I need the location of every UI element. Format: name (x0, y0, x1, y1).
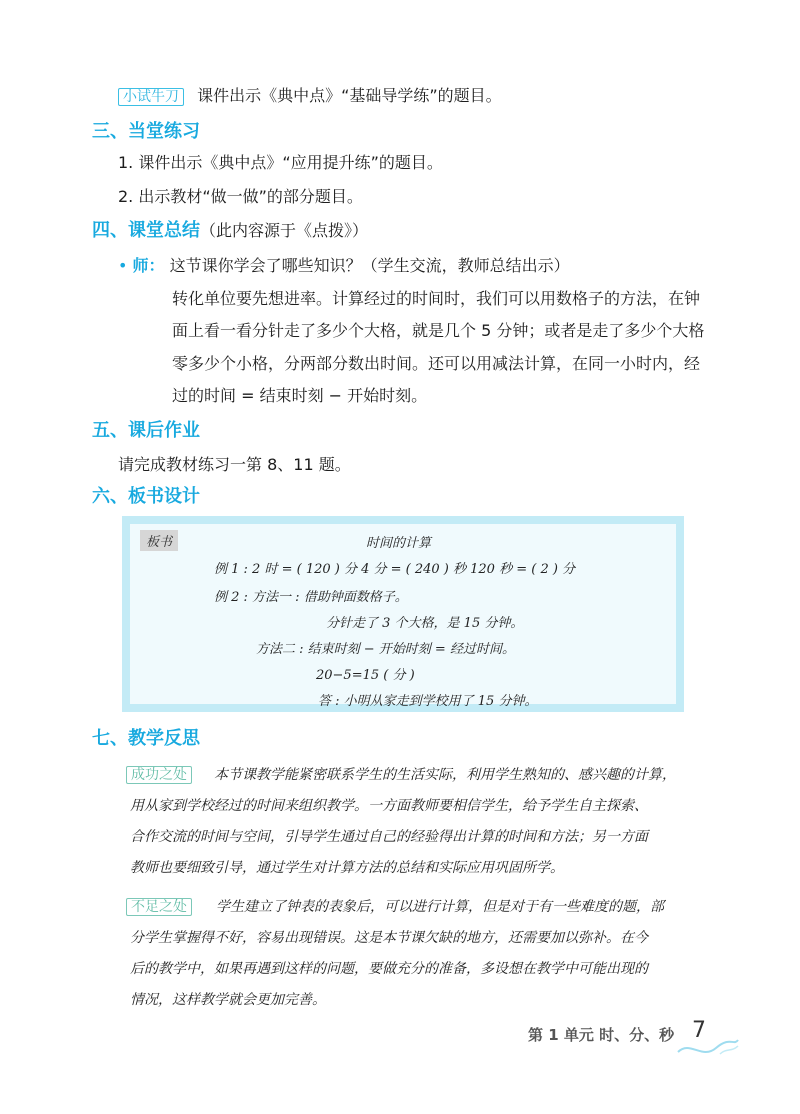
lack-line-1: 学生建立了钟表的表象后，可以进行计算，但是对于有一些难度的题，部 (216, 899, 664, 915)
heading-sec4-note: （此内容源于《点拨》） (200, 221, 369, 240)
heading-sec6: 六、板书设计 (92, 486, 200, 507)
sec4-question-line (118, 256, 570, 276)
lack-tag-wrap (126, 896, 192, 916)
heading-sec5: 五、课后作业 (92, 420, 200, 441)
board-line-1: 例 1 : 2 时 = ( 120 ) 分 4 分 = ( 240 ) 秒 120 秒 = ( 2 ) 分 (214, 562, 576, 577)
board-line-4: 方法二 : 结束时刻 − 开始时刻 = 经过时间。 (256, 642, 515, 657)
tag-xiaoshiniudao: 小试牛刀 (118, 88, 184, 106)
sec4-question: 这节课你学会了哪些知识？（学生交流，教师总结出示） (169, 256, 570, 275)
success-line-1: 本节课教学能紧密联系学生的生活实际，利用学生熟知的、感兴趣的计算， (214, 767, 676, 783)
sec4-summary-3: 零多少个小格，分两部分数出时间。还可以用减法计算，在同一小时内，经 (172, 354, 701, 373)
teacher-label: 师： (132, 256, 165, 275)
board-line-6: 答 : 小明从家走到学校用了 15 分钟。 (318, 694, 538, 709)
wave-decoration-icon (676, 1036, 740, 1058)
blackboard-design (122, 516, 684, 712)
tag-success: 成功之处 (126, 766, 192, 784)
success-line-4: 教师也要细致引导，通过学生对计算方法的总结和实际应用巩固所学。 (130, 860, 564, 876)
board-title: 时间的计算 (366, 536, 432, 551)
page-number: 7 (692, 1018, 706, 1043)
sec3-item-1: 1. 课件出示《典中点》“应用提升练”的题目。 (118, 153, 443, 172)
sec4-summary-2: 面上看一看分针走了多少个大格，就是几个 5 分钟；或者是走了多少个大格 (172, 321, 705, 340)
tag-lack: 不足之处 (126, 898, 192, 916)
sec5-text: 请完成教材练习一第 8、11 题。 (118, 455, 351, 474)
board-tag: 板书 (140, 530, 178, 551)
lack-line-3: 后的教学中，如果再遇到这样的问题，要做充分的准备，多设想在教学中可能出现的 (130, 961, 648, 977)
sec4-summary-4: 过的时间 = 结束时刻 − 开始时刻。 (172, 386, 428, 405)
lack-line-2: 分学生掌握得不好，容易出现错误。这是本节课欠缺的地方，还需要加以弥补。在今 (130, 930, 648, 946)
success-tag-wrap (126, 764, 192, 784)
board-line-2: 例 2 : 方法一 : 借助钟面数格子。 (214, 590, 408, 605)
sec4-summary-1: 转化单位要先想进率。计算经过的时间时，我们可以用数格子的方法，在钟 (172, 289, 701, 308)
heading-sec4 (92, 220, 368, 242)
top-item (118, 86, 502, 106)
heading-sec4-title: 四、课堂总结 (92, 220, 200, 241)
top-item-text: 课件出示《典中点》“基础导学练”的题目。 (197, 86, 502, 105)
heading-sec7: 七、教学反思 (92, 728, 200, 749)
success-line-3: 合作交流的时间与空间，引导学生通过自己的经验得出计算的时间和方法；另一方面 (130, 829, 648, 845)
board-line-3: 分针走了 3 个大格，是 15 分钟。 (326, 616, 524, 631)
board-line-5: 20−5=15 ( 分 ) (316, 668, 415, 683)
bullet-dot-icon: • (118, 256, 128, 275)
success-line-2: 用从家到学校经过的时间来组织教学。一方面教师要相信学生，给予学生自主探索、 (130, 798, 648, 814)
footer-unit: 第 1 单元 时、分、秒 (528, 1026, 675, 1044)
heading-sec3: 三、当堂练习 (92, 121, 200, 142)
sec3-item-2: 2. 出示教材“做一做”的部分题目。 (118, 187, 363, 206)
lack-line-4: 情况，这样教学就会更加完善。 (130, 992, 326, 1008)
